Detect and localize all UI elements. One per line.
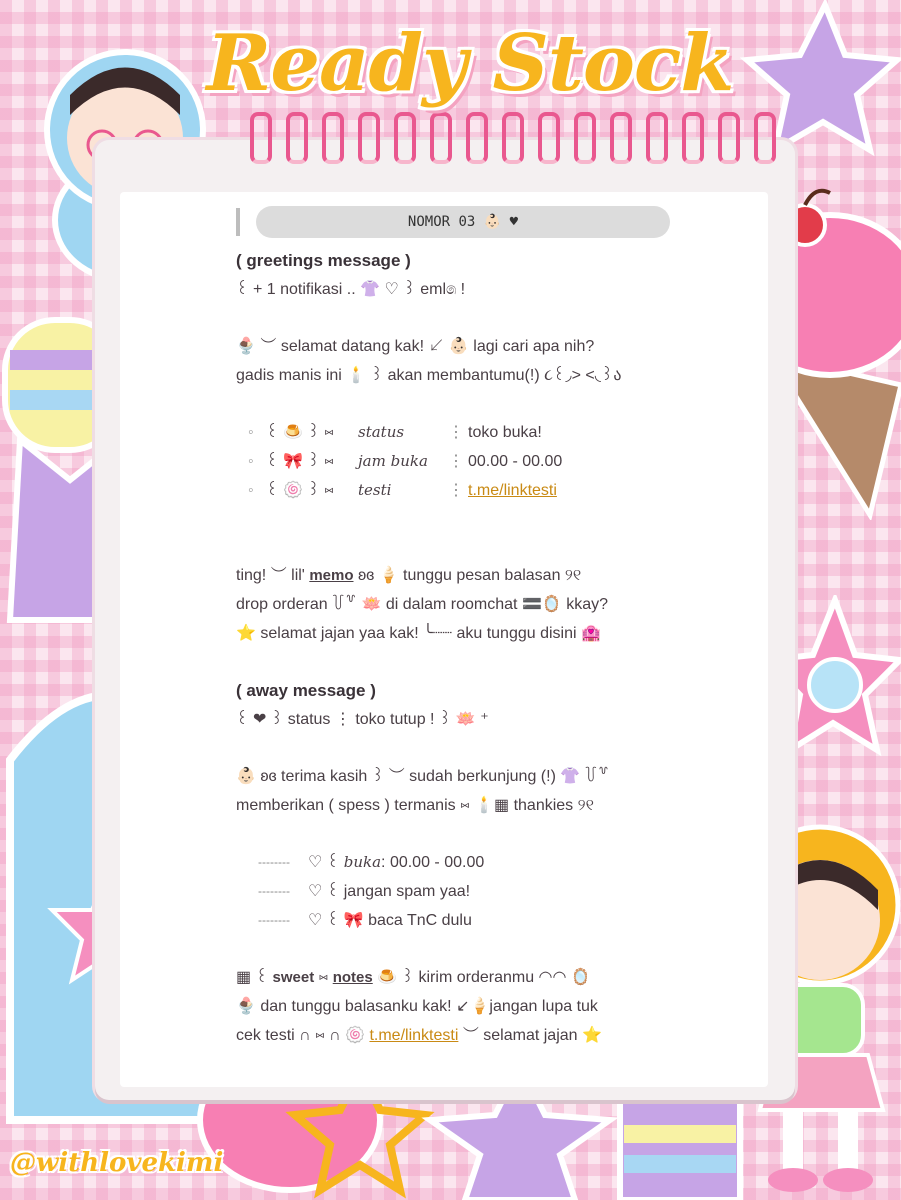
away-status-line: ꒰ ❤ ꒱ status ⋮ toko tutup ! ꒱ 🪷 ⁺ bbox=[236, 711, 489, 728]
ring bbox=[358, 112, 380, 164]
hours-key: jam buka bbox=[358, 452, 428, 470]
ring bbox=[646, 112, 668, 164]
author-handle: @withlovekimi bbox=[10, 1148, 224, 1178]
notes-line-3 bbox=[236, 1021, 670, 1050]
thanks-line-2: memberikan ( spess ) termanis ⑅ 🕯️▦ thankies ୨୧ bbox=[236, 797, 594, 814]
bullet: ◦ bbox=[248, 482, 254, 499]
ring bbox=[286, 112, 308, 164]
notes-label: notes bbox=[332, 969, 373, 986]
rule-row-spam bbox=[236, 877, 670, 906]
number-badge bbox=[256, 206, 670, 238]
bullet: ◦ bbox=[248, 424, 254, 441]
notes-line-1 bbox=[236, 963, 670, 992]
away-heading: ( away message ) bbox=[236, 681, 376, 700]
bullet: ◦ bbox=[248, 453, 254, 470]
heart-icon: ♡ ꒰ bbox=[308, 883, 340, 900]
testi-link[interactable]: t.me/linktesti bbox=[468, 482, 557, 499]
rule-row-tnc bbox=[236, 906, 670, 935]
ring bbox=[682, 112, 704, 164]
ting-text: ting! ︶ lil' bbox=[236, 567, 305, 584]
status-row-testi bbox=[236, 476, 670, 505]
notes-line-2: 🍨 dan tunggu balasanku kak! ↙🍦jangan lupa tuk bbox=[236, 998, 598, 1015]
ribbon-icon: ꒰ 🎀 ꒱ ⑅ bbox=[266, 453, 334, 470]
thanks-line-1: 👶🏻 ʚɞ terima kasih ꒱ ︶ sudah berkunjung (!) 👚 ꒦꒷ bbox=[236, 768, 610, 785]
rule-value: baca TnC dulu bbox=[368, 912, 472, 929]
ring bbox=[754, 112, 776, 164]
testi-key: testi bbox=[358, 481, 392, 499]
welcome-line-1: 🍨 ︶ selamat datang kak! ↙ 👶🏻 lagi cari apa nih? bbox=[236, 338, 595, 355]
ring bbox=[574, 112, 596, 164]
dash: -------- bbox=[258, 884, 290, 898]
ring bbox=[502, 112, 524, 164]
pudding-icon: ꒰ 🍮 ꒱ ⑅ bbox=[266, 424, 334, 441]
notes-text: 🍮 ꒱ kirim orderanmu ◠◠ 🪞 bbox=[377, 969, 591, 986]
ring bbox=[430, 112, 452, 164]
ring bbox=[322, 112, 344, 164]
message-content bbox=[236, 206, 670, 1050]
notes-text-3: cek testi ∩ ⑅ ∩ 🍥 bbox=[236, 1027, 365, 1044]
page-title: Ready Stock bbox=[206, 18, 734, 109]
separator: ⋮ bbox=[448, 424, 464, 441]
ring bbox=[718, 112, 740, 164]
ting-line-1 bbox=[236, 561, 670, 590]
badge-label: NOMOR 03 👶🏻 ♥ bbox=[407, 214, 519, 230]
heart-icon: ♡ ꒰ 🎀 bbox=[308, 912, 364, 929]
status-key: status bbox=[358, 423, 405, 441]
welcome-line-2: gadis manis ini 🕯️ ꒱ akan membantumu(!) ૮꒰◞> <◟꒱ა bbox=[236, 367, 622, 384]
sweet-label: sweet bbox=[272, 969, 315, 986]
memo-label: memo bbox=[309, 567, 354, 584]
badge-bar bbox=[236, 208, 240, 236]
ring bbox=[394, 112, 416, 164]
dash: -------- bbox=[258, 913, 290, 927]
rule-row-hours bbox=[236, 848, 670, 877]
heart-icon: ♡ ꒰ bbox=[308, 854, 340, 871]
ring bbox=[466, 112, 488, 164]
notif-line: ꒰ + 1 notifikasi .. 👚 ♡ ꒱ eml෧ ! bbox=[236, 281, 466, 298]
ting-line-2: drop orderan ꒦꒷ 🪷 di dalam roomchat 🟰🪞 kkay? bbox=[236, 596, 609, 613]
ring bbox=[538, 112, 560, 164]
ting-text-2: ʚɞ 🍦 tunggu pesan balasan ୨୧ bbox=[357, 567, 582, 584]
rule-value: : 00.00 - 00.00 bbox=[381, 854, 485, 871]
notes-sep: ⑅ bbox=[314, 969, 333, 986]
greetings-heading: ( greetings message ) bbox=[236, 251, 411, 270]
status-row-hours bbox=[236, 447, 670, 476]
ting-line-3: ⭐ selamat jajan yaa kak! ╰┈┈ aku tunggu disini 🏩 bbox=[236, 625, 601, 642]
rule-value: jangan spam yaa! bbox=[343, 883, 471, 900]
rule-key: buka bbox=[343, 853, 382, 871]
fishcake-icon: ꒰ 🍥 ꒱ ⑅ bbox=[266, 482, 334, 499]
separator: ⋮ bbox=[448, 482, 464, 499]
notes-prefix: ▦ ꒰ bbox=[236, 969, 269, 986]
dash: -------- bbox=[258, 855, 290, 869]
status-row-status bbox=[236, 418, 670, 447]
ring bbox=[250, 112, 272, 164]
status-value: toko buka! bbox=[468, 424, 542, 441]
hours-value: 00.00 - 00.00 bbox=[468, 453, 563, 470]
notes-text-4: ︶ selamat jajan ⭐ bbox=[458, 1027, 602, 1044]
testi-link-2[interactable]: t.me/linktesti bbox=[369, 1027, 459, 1044]
separator: ⋮ bbox=[448, 453, 464, 470]
notebook-rings bbox=[250, 112, 790, 167]
ring bbox=[610, 112, 632, 164]
